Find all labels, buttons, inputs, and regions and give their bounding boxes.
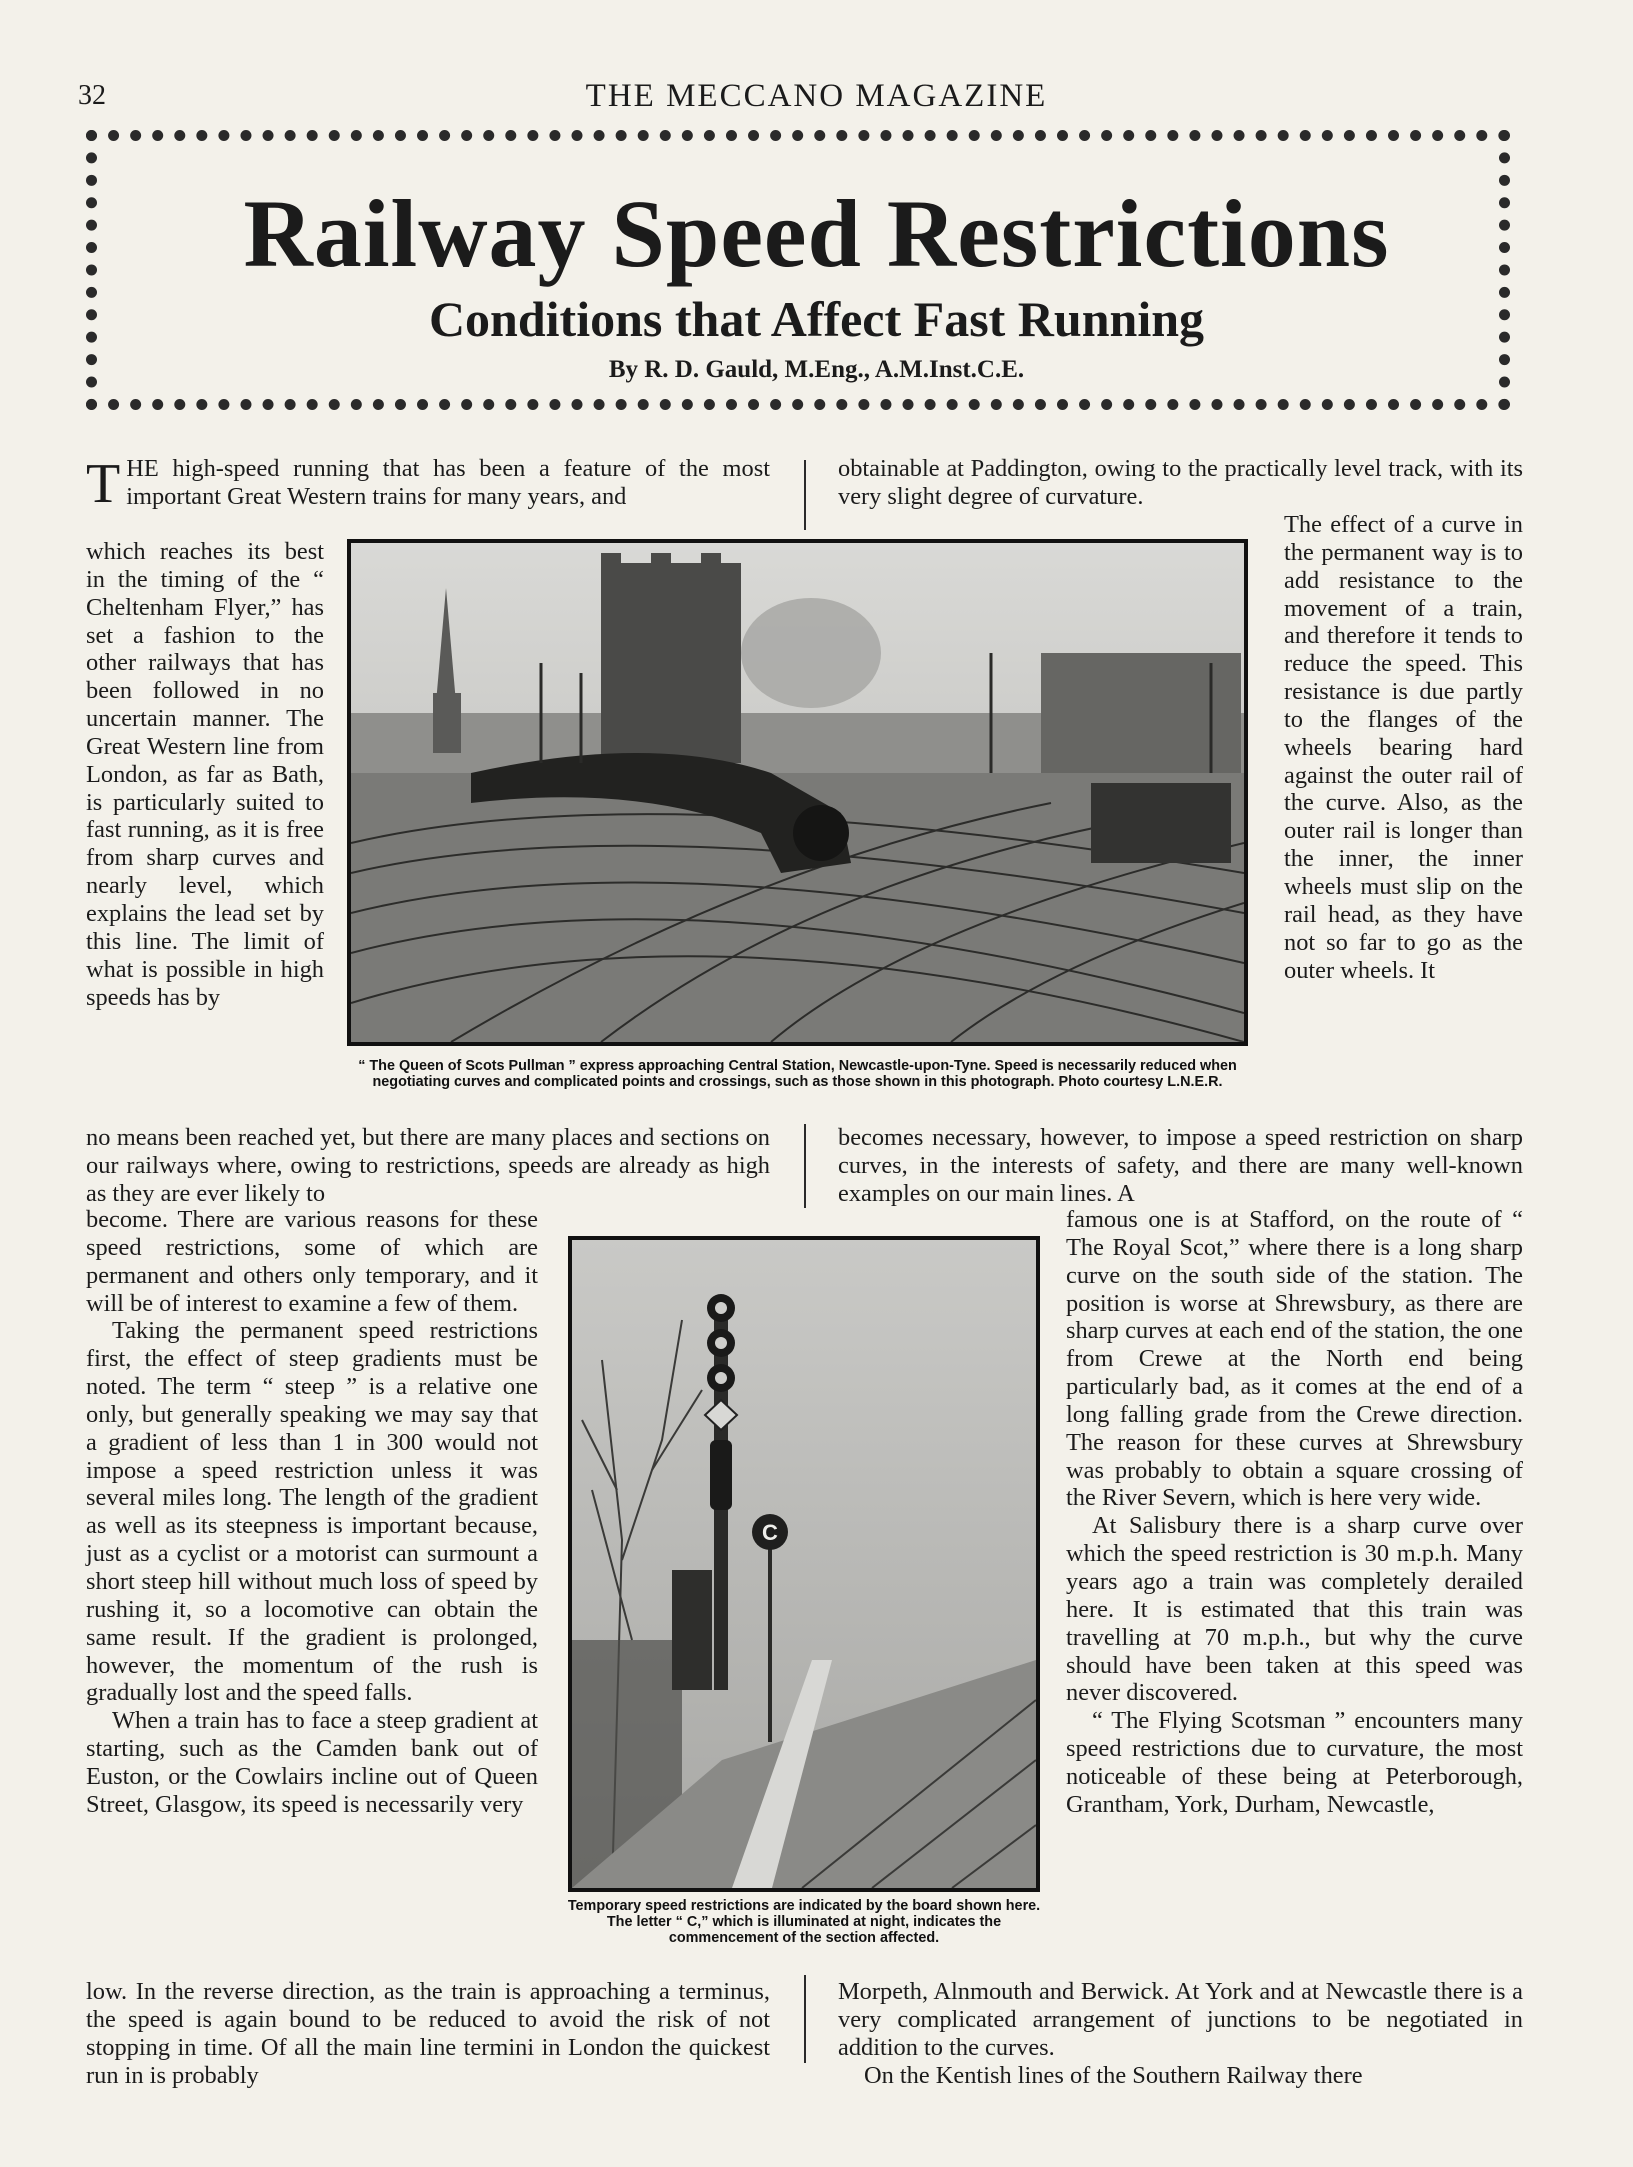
- column-rule-bottom: [804, 1975, 806, 2063]
- left-wide-text: no means been reached yet, but there are many places and sections on our railways where, owing to restrictions, speeds are already as high as they are ever likely to: [86, 1124, 770, 1207]
- paragraph: become. There are various reasons for these speed restrictions, some of which are permanent and others only temporary, and it will be of interest to examine a few of them.: [86, 1206, 538, 1317]
- article-title: Railway Speed Restrictions: [243, 180, 1390, 287]
- right-bottom-text: [838, 1978, 1523, 2089]
- paragraph: On the Kentish lines of the Southern Railway there: [864, 2061, 1363, 2089]
- signal-board-letter: C: [762, 1520, 778, 1545]
- column-rule-top: [804, 460, 806, 530]
- paragraph: famous one is at Stafford, on the route of “ The Royal Scot,” where there is a long sharp curve on the south side of the station. The position is worse at Shrewsbury, as there are sharp curves at each end of the station, the one from Crewe at the North end being particularly bad, as it comes at the end of a long falling grade from the Crewe direction. The reason for these curves at Shrewsbury was probably to obtain a square crossing of the River Severn, which is here very wide.: [1066, 1206, 1523, 1512]
- right-top-text: obtainable at Paddington, owing to the practically level track, with its very slight degree of curvature.: [838, 455, 1523, 510]
- drop-cap: T: [86, 453, 121, 515]
- paragraph: At Salisbury there is a sharp curve over which the speed restriction is 30 m.p.h. Many years ago a train was completely derailed here. It is estimated that this train was travelling at 70 m.p.h., but why the curve should have been taken at this speed was never discovered.: [1066, 1512, 1523, 1707]
- article-subtitle: Conditions that Affect Fast Running: [428, 291, 1205, 347]
- paragraph: Taking the permanent speed restrictions first, the effect of steep gradients must be noted. The term “ steep ” is a relative one only, but generally speaking we may say that a gradient of less than 1 in 300 would not impose a speed restriction unless it was several miles long. The length of the gradient as well as its steepness is important because, just as a cyclist or a motorist can surmount a short steep hill without much loss of speed by rushing it, so a locomotive can obtain the same result. If the gradient is prolonged, however, the momentum of the rush is gradually lost and the speed falls.: [86, 1317, 538, 1707]
- paragraph: When a train has to face a steep gradient at starting, such as the Camden bank out of Euston, or the Cowlairs incline out of Queen Street, Glasgow, its speed is necessarily very: [86, 1707, 538, 1818]
- left-lower-text: [86, 1206, 538, 1819]
- page-number: 32: [78, 80, 106, 111]
- right-wide-text: becomes necessary, however, to impose a speed restriction on sharp curves, in the interests of safety, and there are many well-known examples on our main lines. A: [838, 1124, 1523, 1207]
- paragraph: “ The Flying Scotsman ” encounters many speed restrictions due to curvature, the most noticeable of these being at Peterborough, Grantham, York, Durham, Newcastle,: [1066, 1707, 1523, 1818]
- newcastle-photo: [347, 539, 1248, 1046]
- newcastle-caption: “ The Queen of Scots Pullman ” express approaching Central Station, Newcastle-upon-Tyne. Speed is necessarily reduced when negotiating curves and complicated points and crossings, such as those shown in this photograph. Photo courtesy L.N.E.R.: [358, 1058, 1237, 1090]
- signal-caption: Temporary speed restrictions are indicated by the board shown here. The letter “ C,” which is illuminated at night, indicates the commencement of the section affected.: [567, 1898, 1041, 1946]
- paragraph: Morpeth, Alnmouth and Berwick. At York and at Newcastle there is a very complicated arrangement of junctions to be negotiated in addition to the curves.: [838, 1978, 1523, 2061]
- intro-paragraph: [86, 453, 770, 515]
- right-narrow-text: The effect of a curve in the permanent way is to add resistance to the movement of a train, and therefore it tends to reduce the speed. This resistance is due partly to the flanges of the wheels bearing hard against the outer rail of the curve. Also, as the outer rail is longer than the inner, the inner wheels must slip on the rail head, as they have not so far to go as the outer wheels. It: [1284, 511, 1523, 984]
- magazine-title: THE MECCANO MAGAZINE: [585, 78, 1048, 114]
- right-lower-text: [1066, 1206, 1523, 1819]
- intro-text: HE high-speed running that has been a feature of the most important Great Western trains for many years, and: [126, 455, 770, 510]
- newcastle-photo-image: [351, 543, 1244, 1042]
- signal-photo-image: [572, 1240, 1036, 1888]
- signal-photo: [568, 1236, 1040, 1892]
- column-rule-middle: [804, 1124, 806, 1208]
- left-narrow-text: which reaches its best in the timing of the “ Cheltenham Flyer,” has set a fashion to the other railways that has been followed in no uncertain manner. The Great Western line from London, as far as Bath, is particularly suited to fast running, as it is free from sharp curves and nearly level, which explains the lead set by this line. The limit of what is possible in high speeds has by: [86, 538, 324, 1011]
- article-byline: By R. D. Gauld, M.Eng., A.M.Inst.C.E.: [608, 356, 1025, 383]
- left-bottom-text: low. In the reverse direction, as the train is approaching a terminus, the speed is again bound to be reduced to avoid the risk of not stopping in time. Of all the main line termini in London the quickest run in is probably: [86, 1978, 770, 2089]
